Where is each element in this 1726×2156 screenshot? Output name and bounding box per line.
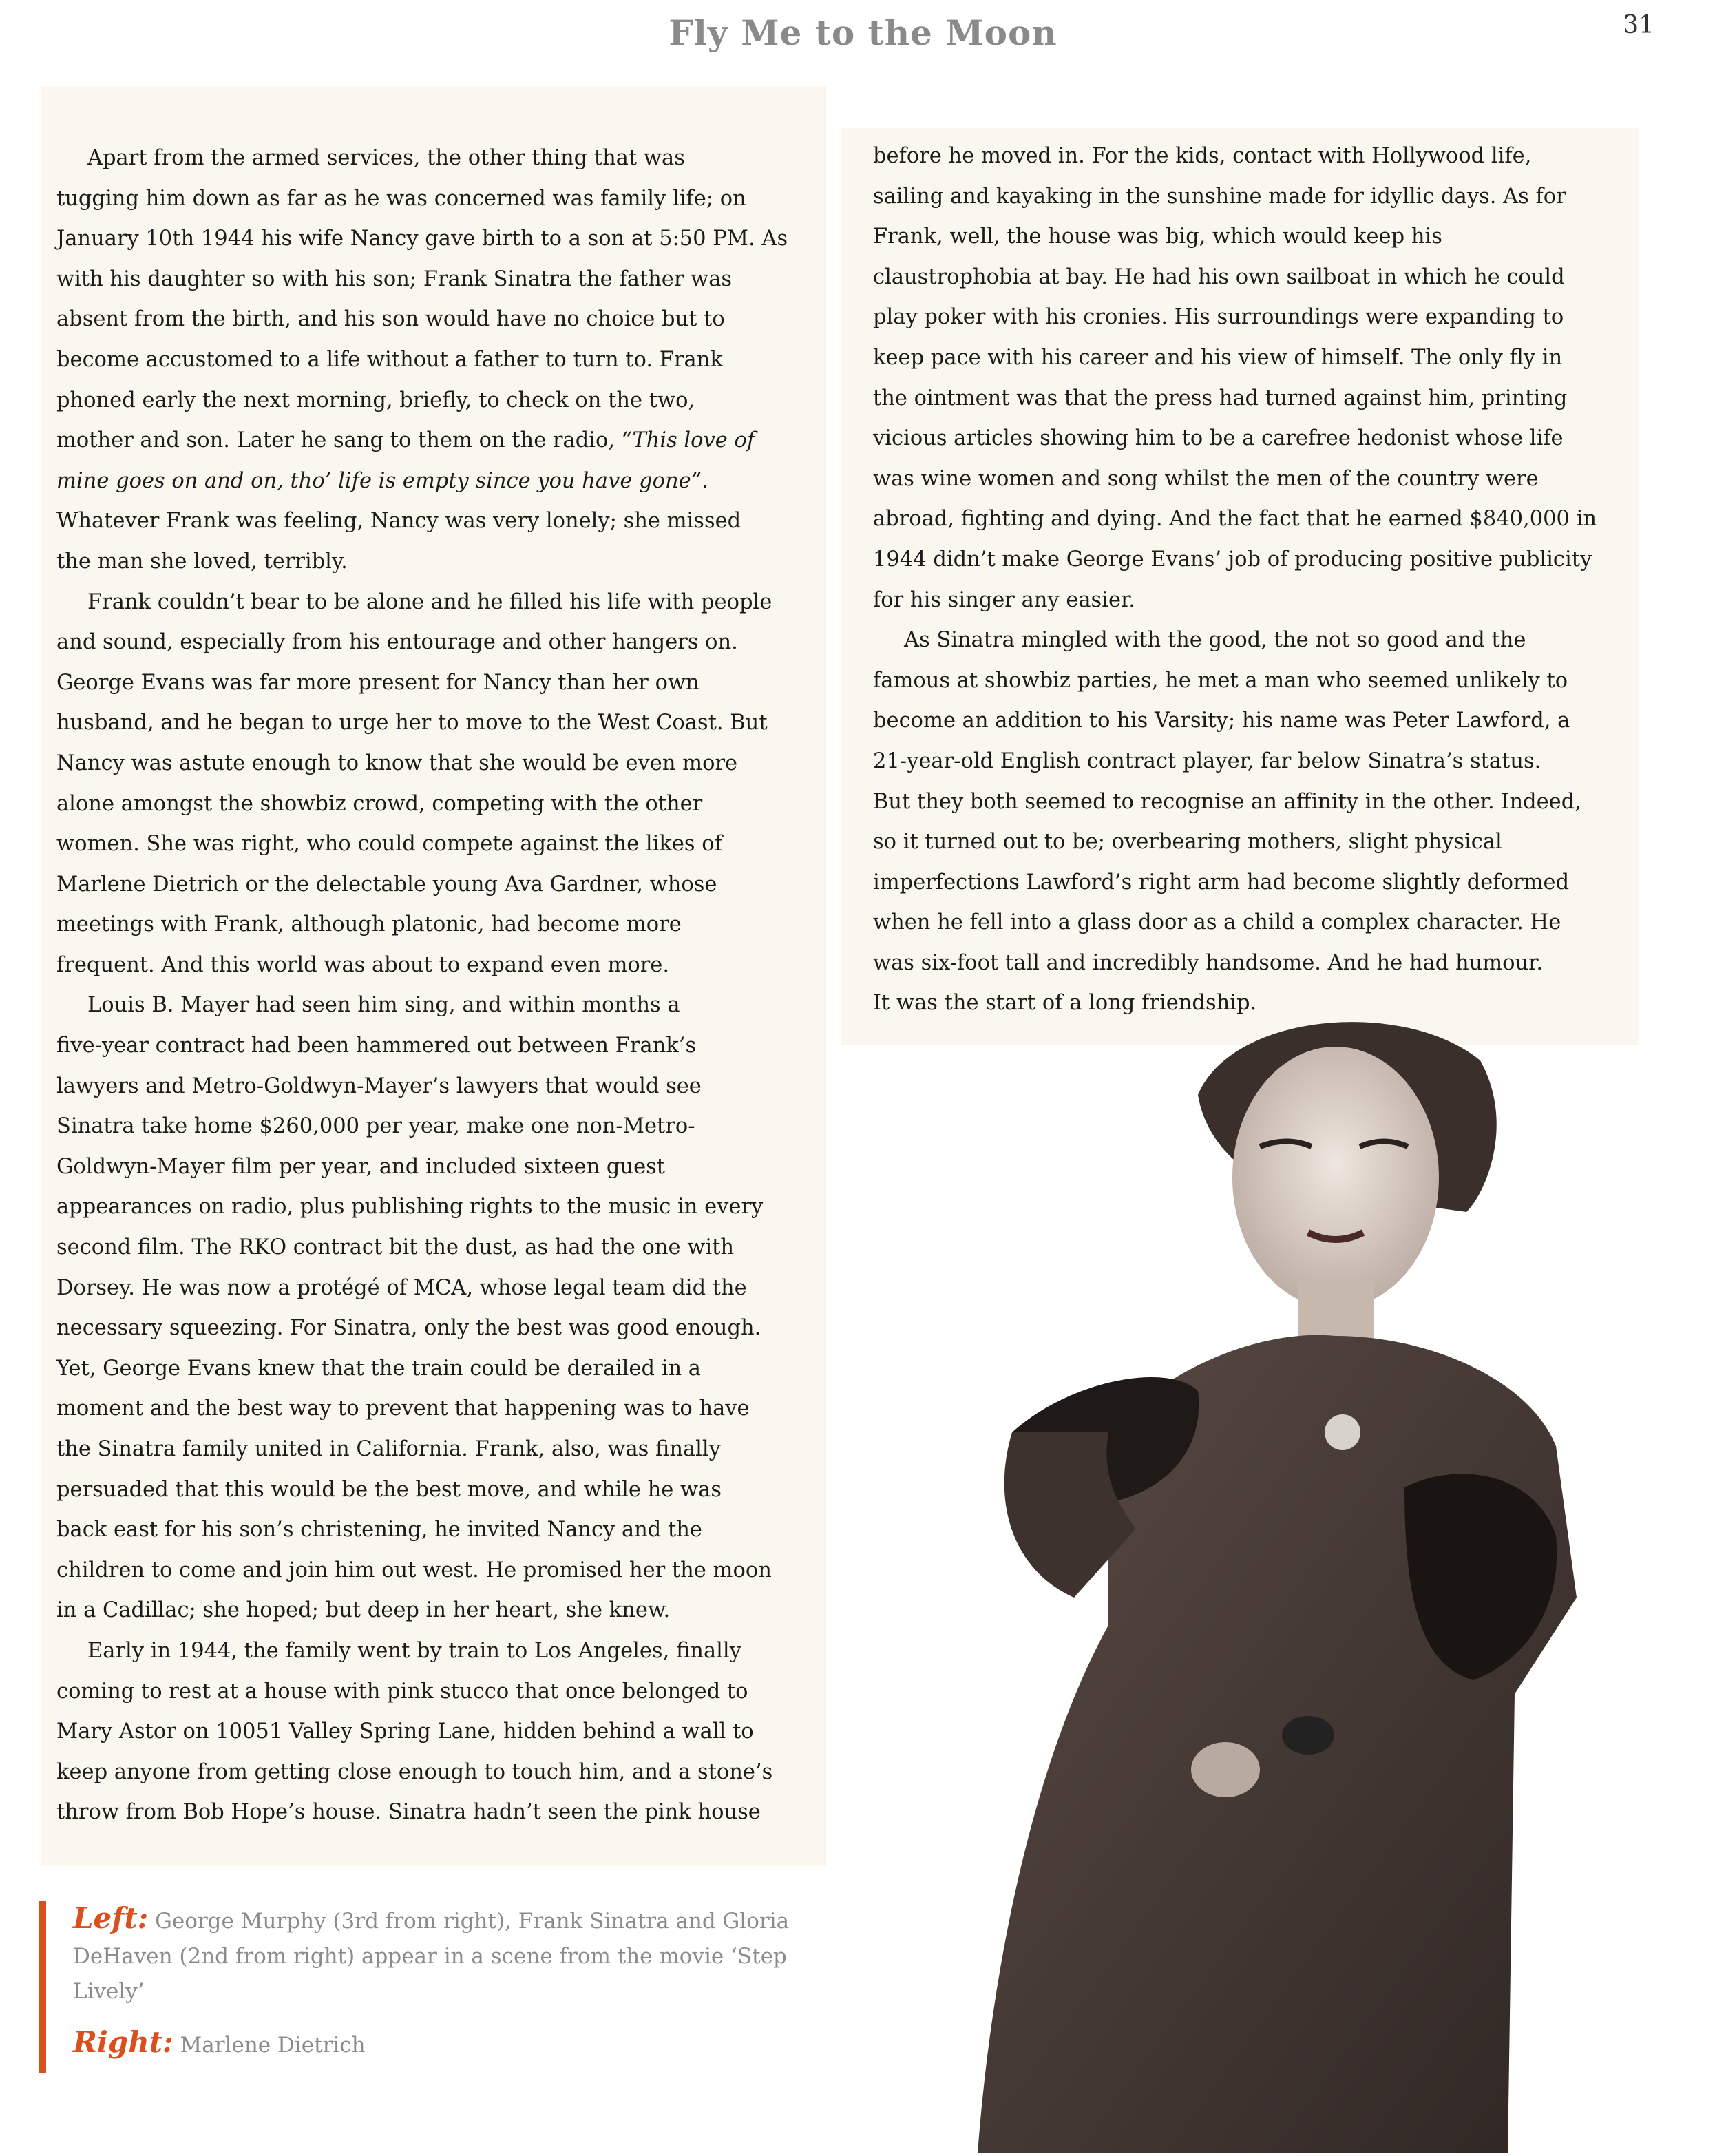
caption-left-text: George Murphy (3rd from right), Frank Sinatra and Gloria DeHaven (2nd from right) appear in a scene from the movie ‘Step Lively’ — [73, 1909, 790, 2004]
caption-right-label: Right: — [73, 2025, 173, 2059]
paragraph-6: As Sinatra mingled with the good, the not so good and the famous at showbiz parties, he met a man who seemed unlikely to become an addition to his Varsity; his name was Peter Lawford, a 21-year-old English contract player, far below Sinatra’s status. But they both seemed to recognise an affinity in the other. Indeed, so it turned out to be; overbearing mothers, slight physical imperfections Lawford’s right arm had become slightly deformed when he fell into a glass door as a child a complex character. He was six-foot tall and incredibly handsome. And he had humour. It was the start of a long friendship. — [873, 628, 1581, 1016]
right-text-column — [841, 128, 1639, 1045]
caption-right — [73, 2024, 796, 2063]
portrait-photo-icon — [785, 1005, 1726, 2153]
paragraph-1-continued: Whatever Frank was feeling, Nancy was very lonely; she missed the man she loved, terribly. — [56, 509, 741, 574]
caption-right-text: Marlene Dietrich — [180, 2033, 366, 2058]
paragraph-2: Frank couldn’t bear to be alone and he filled his life with people and sound, especially from his entourage and other hangers on. George Evans was far more present for Nancy than her own husband, and he began to urge her to move to the West Coast. But Nancy was astute enough to know that she would be even more alone amongst the showbiz crowd, competing with the other women. She was right, who could compete against the likes of Marlene Dietrich or the delectable young Ava Gardner, whose meetings with Frank, although platonic, had become more frequent. And this world was about to expand even more. — [56, 589, 772, 977]
caption-accent-rule — [39, 1901, 46, 2073]
left-text-column — [41, 86, 826, 1866]
song-lyric: “This love of mine goes on and on, tho’ life is empty since you have gone”. — [56, 428, 755, 493]
portrait-photo — [785, 1005, 1726, 2153]
page-number: 31 — [1623, 11, 1654, 39]
paragraph-1-text: Apart from the armed services, the other thing that was tugging him down as far as he was concerned was family life; on January 10th 1944 his wife Nancy gave birth to a son at 5:50 PM. As with his daughter so with his son; Frank Sinatra the father was absent from the birth, and his son would have no choice but to become accustomed to a life without a father to turn to. Frank phoned early the next morning, briefly, to check on the two, mother and son. Later he sang to them on the radio, — [56, 146, 788, 453]
paragraph-5: before he moved in. For the kids, contact with Hollywood life, sailing and kayaking in the sunshine made for idyllic days. As for Frank, well, the house was big, which would keep his claustrophobia at bay. He had his own sailboat in which he could play poker with his cronies. His surroundings were expanding to keep pace with his career and his view of himself. The only fly in the ointment was that the press had turned against him, printing vicious articles showing him to be a carefree hedonist whose life was wine women and song whilst the men of the country were abroad, fighting and dying. And the fact that he earned $840,000 in 1944 didn’t make George Evans’ job of producing positive publicity for his singer any easier. — [873, 144, 1597, 612]
caption-left — [73, 1901, 796, 2009]
caption-left-label: Left: — [73, 1901, 149, 1935]
paragraph-3: Louis B. Mayer had seen him sing, and within months a five-year contract had been hammered out between Frank’s lawyers and Metro-Goldwyn-Mayer’s lawyers that would see Sinatra take home $260,000 per year, make one non-Metro- Goldwyn-Mayer film per year, and included sixteen guest appearances on radio, plus publishing rights to the music in every second film. The RKO contract bit the dust, as had the one with Dorsey. He was now a protégé of MCA, whose legal team did the necessary squeezing. For Sinatra, only the best was good enough. Yet, George Evans knew that the train could be derailed in a moment and the best way to prevent that happening was to have the Sinatra family united in California. Frank, also, was finally persuaded that this would be the best move, and while he was back east for his son’s christening, he invited Nancy and the children to come and join him out west. He promised her the moon in a Cadillac; she hoped; but deep in her heart, she knew. — [56, 993, 772, 1623]
running-title: Fly Me to the Moon — [669, 12, 1057, 53]
paragraph-4: Early in 1944, the family went by train to Los Angeles, finally coming to rest at a house with pink stucco that once belonged to Mary Astor on 10051 Valley Spring Lane, hidden behind a wall to keep anyone from getting close enough to touch him, and a stone’s throw from Bob Hope’s house. Sinatra hadn’t seen the pink house — [56, 1638, 773, 1825]
photo-captions — [39, 1901, 796, 2063]
paragraph-1 — [56, 138, 819, 583]
